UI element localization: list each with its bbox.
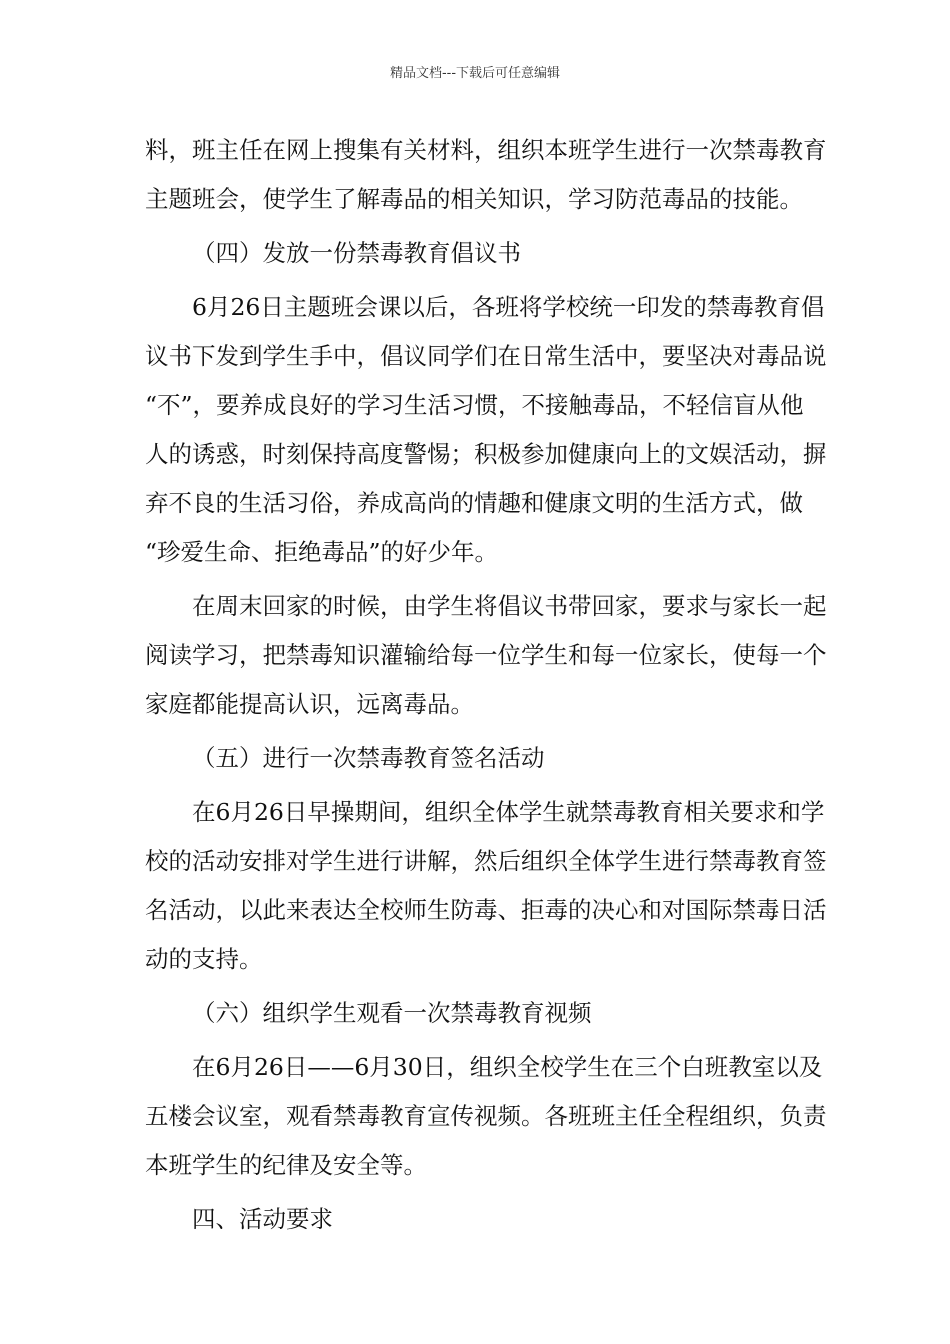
section-heading-4: （四）发放一份禁毒教育倡议书 (192, 239, 521, 267)
section-heading-requirements: 四、活动要求 (192, 1205, 333, 1233)
paragraph-line: 五楼会议室，观看禁毒教育宣传视频。各班班主任全程组织，负责 (145, 1102, 827, 1130)
paragraph-line: 6月26日主题班会课以后，各班将学校统一印发的禁毒教育倡 (192, 293, 825, 321)
paragraph-line: 阅读学习，把禁毒知识灌输给每一位学生和每一位家长，使每一个 (145, 641, 827, 669)
paragraph-line: 名活动，以此来表达全校师生防毒、拒毒的决心和对国际禁毒日活 (145, 896, 827, 924)
paragraph-line: 议书下发到学生手中，倡议同学们在日常生活中，要坚决对毒品说 (145, 342, 827, 370)
paragraph-line: 弃不良的生活习俗，养成高尚的情趣和健康文明的生活方式，做 (145, 489, 803, 517)
paragraph-line: “不”，要养成良好的学习生活习惯，不接触毒品，不轻信盲从他 (145, 391, 804, 419)
paragraph-line: 动的支持。 (145, 945, 263, 973)
section-heading-6: （六）组织学生观看一次禁毒教育视频 (192, 999, 592, 1027)
paragraph-line: 人的诱惑，时刻保持高度警惕；积极参加健康向上的文娱活动，摒 (145, 440, 827, 468)
paragraph-line: 本班学生的纪律及安全等。 (145, 1151, 427, 1179)
section-heading-5: （五）进行一次禁毒教育签名活动 (192, 744, 545, 772)
paragraph-line: 料，班主任在网上搜集有关材料，组织本班学生进行一次禁毒教育 (145, 136, 827, 164)
paragraph-line: 家庭都能提高认识，远离毒品。 (145, 690, 474, 718)
paragraph-line: 在周末回家的时候，由学生将倡议书带回家，要求与家长一起 (192, 592, 827, 620)
document-body (145, 126, 827, 1244)
paragraph-line: “珍爱生命、拒绝毒品”的好少年。 (145, 538, 499, 566)
page-header: 精品文档---下载后可任意编辑 (389, 66, 561, 81)
paragraph-line: 校的活动安排对学生进行讲解，然后组织全体学生进行禁毒教育签 (145, 847, 827, 875)
paragraph-line: 在6月26日——6月30日，组织全校学生在三个白班教室以及 (192, 1053, 823, 1081)
paragraph-line: 在6月26日早操期间，组织全体学生就禁毒教育相关要求和学 (192, 798, 825, 826)
paragraph-line: 主题班会，使学生了解毒品的相关知识，学习防范毒品的技能。 (145, 185, 803, 213)
